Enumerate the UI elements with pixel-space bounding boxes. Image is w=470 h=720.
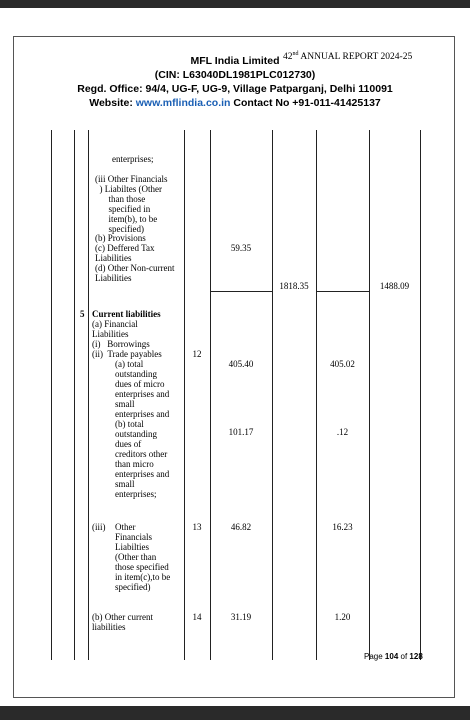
creditors-text: (b) total outstanding dues of creditors other than micro enterprises and small enterprises; — [115, 419, 170, 499]
company-cin: (CIN: L63040DL1981PLC012730) — [154, 69, 316, 81]
creditors-previous-year: .12 — [336, 427, 349, 437]
viewer-top-bar — [0, 0, 470, 8]
page-label: Page — [364, 652, 383, 661]
trade-payables-label: (ii) Trade payables — [92, 349, 162, 359]
table-rule — [210, 291, 273, 292]
borrowings-label: (i) Borrowings — [92, 339, 150, 349]
other-financials-previous-year: 16.23 — [332, 522, 353, 532]
creditors-current-year: 101.17 — [228, 427, 254, 437]
note-trade-payables: 12 — [192, 349, 202, 359]
company-office: Regd. Office: 94/4, UG-F, UG-9, Village Patparganj, Delhi 110091 — [77, 83, 393, 95]
report-number: 42 — [283, 52, 293, 63]
company-contact-line — [0, 97, 470, 109]
deferred-tax-value: 59.35 — [230, 243, 252, 253]
of-label: of — [400, 652, 408, 661]
current-liabilities-heading: Current liabilities — [92, 309, 161, 319]
other-noncurrent-label: (d) Other Non-current Liabilities — [95, 263, 175, 283]
note-other-current: 14 — [192, 612, 202, 622]
contact-number: Contact No +91-011-41425137 — [233, 97, 381, 109]
table-column-divider — [184, 130, 185, 660]
company-name: MFL India Limited — [190, 55, 280, 67]
table-column-divider — [88, 130, 89, 660]
other-current-previous-year: 1.20 — [334, 612, 351, 622]
micro-enterprises-text: (a) total outstanding dues of micro enterprises and small enterprises and — [115, 359, 170, 419]
table-border-right — [420, 130, 421, 660]
other-current-liabilities-label: (b) Other current liabilities — [92, 612, 153, 632]
website-label: Website: — [89, 97, 133, 109]
section-number: 5 — [80, 309, 85, 319]
other-financial-liabilities-text: (iii Other Financials ) Liabiltes (Other than those specified in item(b), to be specified) — [95, 174, 168, 234]
provisions-label: (b) Provisions — [95, 233, 146, 243]
table-column-divider — [272, 130, 273, 660]
table-column-divider — [369, 130, 370, 660]
deferred-tax-label: (c) Deffered Tax Liabilities — [95, 243, 155, 263]
current-page: 104 — [384, 652, 399, 661]
viewer-bottom-bar — [0, 706, 470, 720]
report-number-suffix: nd — [292, 51, 299, 57]
enterprises-text: enterprises; — [112, 154, 154, 164]
table-column-divider — [316, 130, 317, 660]
table-rule — [316, 291, 370, 292]
micro-previous-year: 405.02 — [330, 359, 355, 369]
micro-current-year: 405.40 — [228, 359, 254, 369]
table-border-left — [51, 130, 52, 660]
total-pages: 128 — [409, 652, 423, 661]
noncurrent-total-previous-year: 1488.09 — [379, 281, 410, 291]
page-number — [364, 652, 423, 661]
document-page — [0, 8, 470, 706]
table-column-divider — [210, 130, 211, 660]
note-other-financials: 13 — [192, 522, 202, 532]
website-link[interactable]: www.mflindia.co.in — [135, 97, 231, 109]
other-financials-text: Other Financials Liabilties (Other than those specified in item(c),to be specified) — [115, 522, 171, 592]
table-column-divider — [74, 130, 75, 660]
other-financials-number: (iii) — [92, 522, 106, 532]
financial-liabilities-label: (a) Financial Liabilities — [92, 319, 138, 339]
noncurrent-total-current-year: 1818.35 — [279, 281, 309, 291]
other-financials-current-year: 46.82 — [230, 522, 252, 532]
other-current-current-year: 31.19 — [230, 612, 252, 622]
report-label-text: ANNUAL REPORT 2024-25 — [300, 52, 413, 63]
